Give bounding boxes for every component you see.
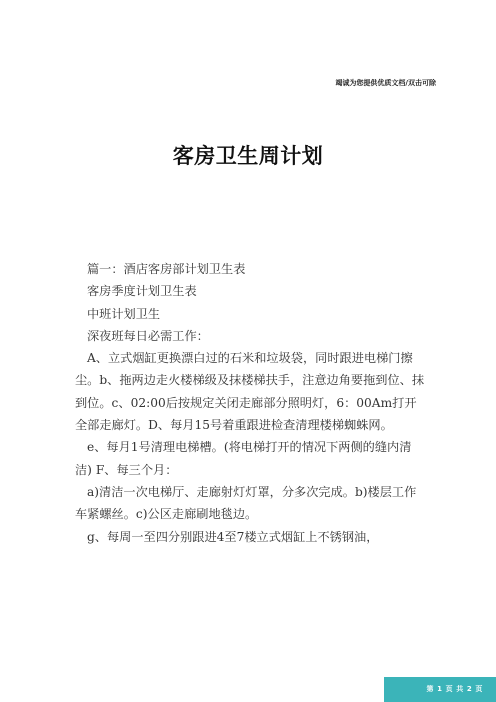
body-paragraph-g: g、每周一至四分别跟进4至7楼立式烟缸上不锈钢油，	[87, 529, 379, 544]
body-line-3: 中班计划卫生	[87, 306, 161, 321]
document-title: 客房卫生周计划	[172, 144, 324, 168]
body-paragraph-e: e、每月1号清理电梯槽。(将电梯打开的情况下两侧的缝内清洁) F、每三个月：	[75, 440, 412, 477]
body-line-2: 客房季度计划卫生表	[87, 284, 197, 299]
body-paragraph-a: A、立式烟缸更换漂白过的石米和垃圾袋，同时跟进电梯门擦尘。b、拖两边走火楼梯级及抹楼梯扶手，注意边角要拖到位、抹到位。c、02:00后按规定关闭走廊部分照明灯，6：00Am打开全部走廊灯。D、每月15号着重跟进检查清理楼梯蜘蛛网。	[75, 351, 425, 433]
body-line-1: 篇一：酒店客房部计划卫生表	[87, 262, 246, 276]
document-body	[75, 258, 427, 548]
page-indicator: 第 1 页 共 2 页	[426, 685, 483, 693]
body-paragraph-f: a)清洁一次电梯厅、走廊射灯灯罩，分多次完成。b)楼层工作车紧螺丝。c)公区走廊刷地毯边。	[75, 484, 417, 522]
body-line-4: 深夜班每日必需工作：	[87, 328, 209, 343]
header-note: 竭诚为您提供优质文档/双击可除	[335, 79, 436, 87]
